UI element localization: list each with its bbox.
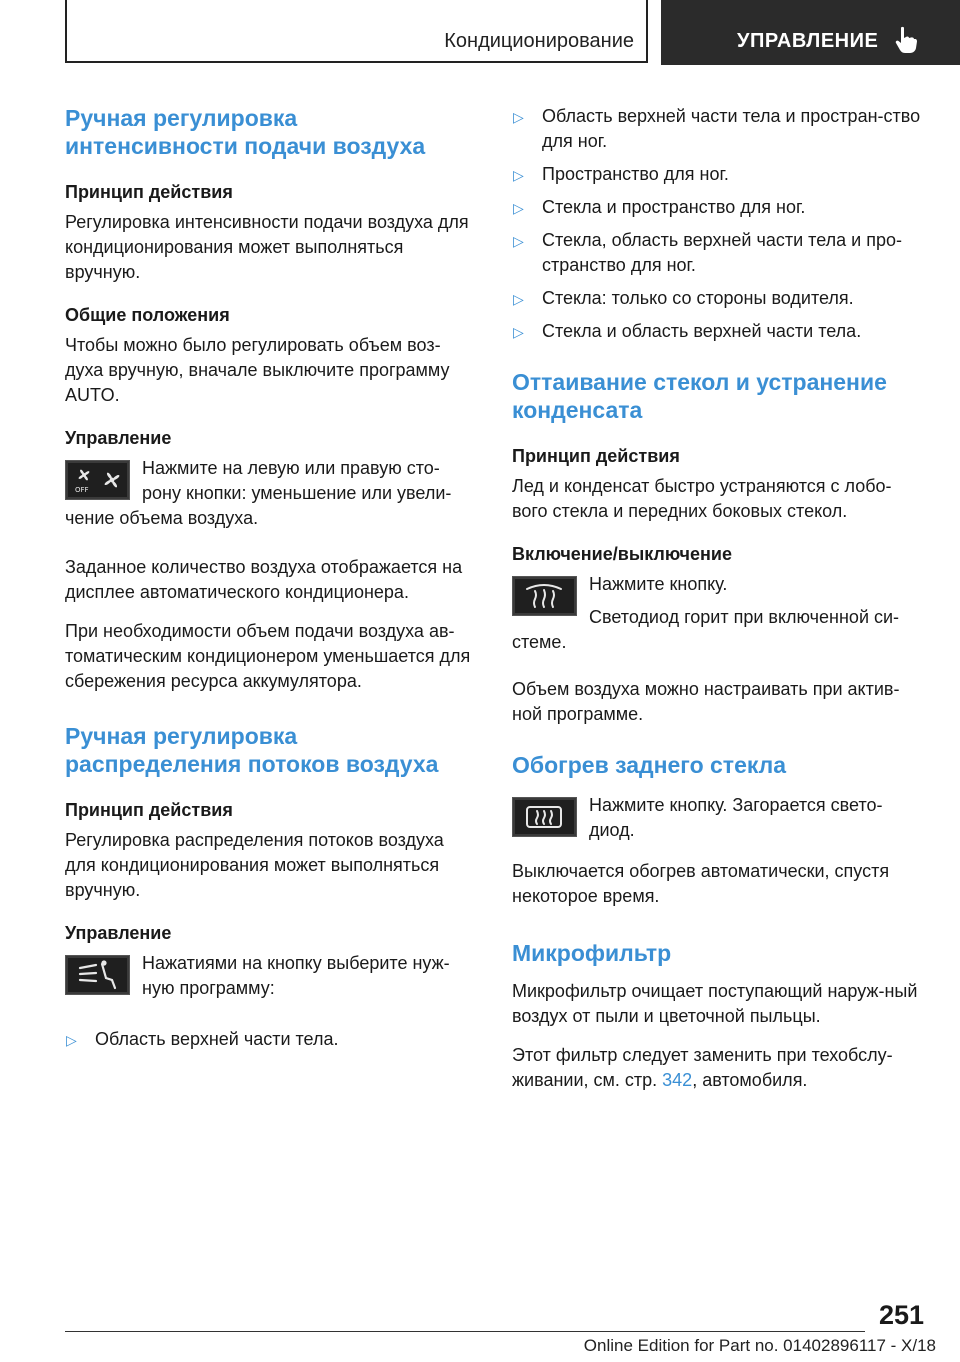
triangle-bullet-icon: ▷ — [513, 233, 524, 249]
paragraph-adjust: Объем воздуха можно настраивать при актив-ной программе. — [512, 679, 900, 724]
list-item — [512, 286, 924, 311]
triangle-bullet-icon: ▷ — [513, 324, 524, 340]
section-title-defrost — [512, 368, 924, 424]
title-line-2: интенсивности подачи воздуха — [65, 133, 426, 159]
paragraph-press-button: Нажмите кнопку. — [589, 574, 728, 594]
list-item-text: Область верхней части тела и простран-ство для ног. — [542, 106, 921, 151]
distribution-control-row — [65, 951, 477, 1015]
heading-general: Общие положения — [65, 305, 230, 325]
heading-control: Управление — [65, 428, 172, 448]
list-item — [512, 195, 924, 220]
section-title-microfilter: Микрофильтр — [512, 940, 672, 966]
section-title-rear-heating: Обогрев заднего стекла — [512, 752, 787, 778]
header-chapter-title: УПРАВЛЕНИЕ — [737, 30, 879, 52]
list-item-text: Стекла и пространство для ног. — [542, 197, 806, 217]
rear-heating-control-row — [512, 793, 924, 857]
paragraph-distribution-control: Нажатиями на кнопку выберите нуж-ную программу: — [142, 953, 450, 998]
windshield-defrost-button-icon — [512, 576, 577, 616]
triangle-bullet-icon: ▷ — [513, 109, 524, 125]
paragraph-principle-3: Лед и конденсат быстро устраняются с лобо-вого стекла и передних боковых стекол. — [512, 476, 892, 521]
list-item-text: Стекла, область верхней части тела и про-странство для ног. — [542, 230, 902, 275]
pointing-hand-icon — [893, 26, 919, 59]
footer-divider — [65, 1331, 865, 1332]
paragraph-microfilter-2 — [512, 1043, 924, 1093]
header-chapter-box — [661, 0, 960, 65]
section-title-fan-intensity — [65, 104, 477, 160]
list-item — [512, 228, 924, 278]
header-section-box — [65, 0, 648, 63]
distribution-list-right — [512, 104, 924, 344]
text-fragment: Этот фильтр следует заменить при техобслу-живании, см. стр. — [512, 1045, 893, 1090]
heading-principle: Принцип действия — [65, 182, 233, 202]
list-item-text: Стекла: только со стороны водителя. — [542, 288, 854, 308]
paragraph-principle: Регулировка интенсивности подачи воздуха для кондиционирования может выполняться вручную. — [65, 212, 469, 282]
title-line-1: Оттаивание стекол и устранение — [512, 369, 887, 395]
rear-window-heating-button-icon — [512, 797, 577, 837]
heading-principle-2: Принцип действия — [65, 800, 233, 820]
triangle-bullet-icon: ▷ — [513, 167, 524, 183]
paragraph-general: Чтобы можно было регулировать объем воз-духа вручную, вначале выключите программу AUTO. — [65, 335, 450, 405]
paragraph-display: Заданное количество воздуха отображается на дисплее автоматического кондиционера. — [65, 557, 463, 602]
fan-control-row — [65, 456, 477, 545]
air-distribution-button-icon — [65, 955, 130, 995]
title-line-2: распределения потоков воздуха — [65, 751, 439, 777]
fan-off-label: OFF — [75, 486, 89, 494]
title-line-2: конденсата — [512, 397, 643, 423]
list-item — [512, 319, 924, 344]
list-item — [65, 1027, 477, 1052]
title-line-1: Ручная регулировка — [65, 723, 298, 749]
text-fragment: , автомобиля. — [692, 1070, 808, 1090]
section-title-air-distribution — [65, 722, 477, 778]
defrost-control-row — [512, 572, 924, 669]
paragraph-principle-2: Регулировка распределения потоков воздуха для кондиционирования может выполняться вручную. — [65, 830, 444, 900]
heading-control-2: Управление — [65, 923, 172, 943]
paragraph-auto-reduce: При необходимости объем подачи воздуха ав-томатическим кондиционером уменьшается для сбережения ресурса аккумулятора. — [65, 621, 471, 691]
paragraph-rear-auto: Выключается обогрев автоматически, спустя некоторое время. — [512, 861, 890, 906]
page-number: 251 — [878, 1300, 924, 1330]
footer-edition: Online Edition for Part no. 01402896117 - X/18 — [583, 1336, 936, 1355]
paragraph-microfilter-1: Микрофильтр очищает поступающий наруж-ный воздух от пыли и цветочной пыльцы. — [512, 981, 918, 1026]
heading-onoff: Включение/выключение — [512, 544, 732, 564]
distribution-list-left — [65, 1027, 477, 1052]
title-line-1: Ручная регулировка — [65, 105, 298, 131]
triangle-bullet-icon: ▷ — [513, 200, 524, 216]
list-item-text: Область верхней части тела. — [95, 1029, 339, 1049]
heading-principle-3: Принцип действия — [512, 446, 680, 466]
page-reference-link[interactable]: 342 — [662, 1070, 693, 1090]
header-section-title: Кондиционирование — [444, 30, 634, 52]
triangle-bullet-icon: ▷ — [513, 291, 524, 307]
fan-off-button-icon — [65, 460, 130, 500]
paragraph-led: Светодиод горит при включенной си-стеме. — [512, 607, 900, 652]
paragraph-rear-press: Нажмите кнопку. Загорается свето-диод. — [589, 795, 883, 840]
list-item-text: Пространство для ног. — [542, 164, 729, 184]
list-item-text: Стекла и область верхней части тела. — [542, 321, 862, 341]
triangle-bullet-icon: ▷ — [66, 1032, 77, 1048]
left-column — [65, 104, 477, 1066]
paragraph-fan-control: Нажмите на левую или правую сто-рону кнопки: уменьшение или увели-чение объема воздуха. — [65, 458, 452, 528]
list-item — [512, 104, 924, 154]
right-column — [512, 104, 924, 1107]
list-item — [512, 162, 924, 187]
